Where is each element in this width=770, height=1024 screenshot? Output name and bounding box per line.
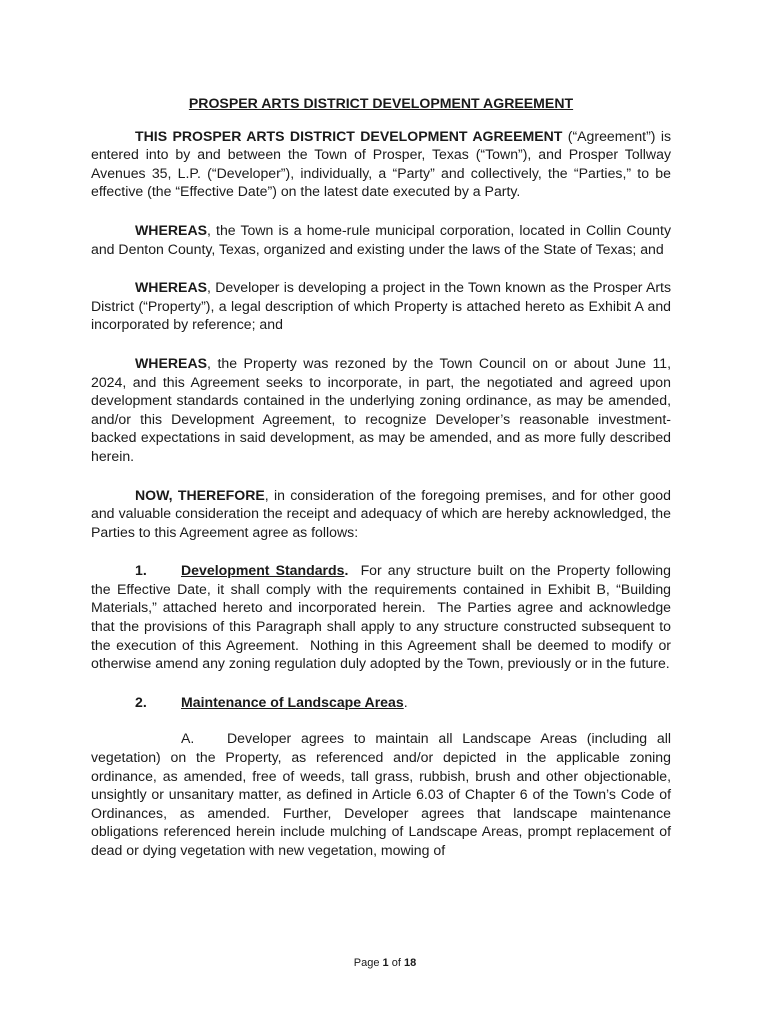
section-1-heading: Development Standards	[181, 562, 345, 579]
whereas-paragraph-3	[91, 354, 671, 466]
intro-lead: THIS PROSPER ARTS DISTRICT DEVELOPMENT AGREEMENT	[135, 127, 563, 144]
now-therefore-text: , in consideration of the foregoing premises, and for other good and valuable consideration the receipt and adequacy of which are hereby acknowledged, the Parties to this Agreement agree as follows:	[91, 486, 671, 540]
subsection-a-letter: A.	[181, 730, 195, 747]
section-1-heading-punct: .	[344, 562, 349, 579]
whereas-lead: WHEREAS	[135, 221, 208, 238]
now-therefore-paragraph	[91, 486, 671, 542]
section-1-text: For any structure built on the Property following the Effective Date, it shall comply with the requirements contained in Exhibit B, “Building Materials,” attached hereto and incorporated herein. The Parties agree and acknowledge that the provisions of this Paragraph shall apply to any structure constructed subsequent to the execution of this Agreement. Nothing in this Agreement shall be deemed to modify or otherwise amend any zoning regulation duly adopted by the Town, previously or in the future.	[91, 562, 675, 672]
whereas-text: , Developer is developing a project in the Town known as the Prosper Arts District (“Property”), a legal description of which Property is attached hereto as Exhibit A and incorporated by reference; and	[91, 279, 671, 333]
page-label: Page	[353, 957, 383, 969]
whereas-text: , the Town is a home-rule municipal corporation, located in Collin County and Denton County, Texas, organized and existing under the laws of the State of Texas; and	[91, 221, 671, 257]
section-1	[91, 561, 675, 673]
intro-text: (“Agreement”) is entered into by and between the Town of Prosper, Texas (“Town”), and Prosper Tollway Avenues 35, L.P. (“Developer”), individually, a “Party” and collectively, the “Parties,” to be effective (the “Effective Date”) on the latest date executed by a Party.	[91, 127, 671, 200]
whereas-text: , the Property was rezoned by the Town Council on or about June 11, 2024, and this Agreement seeks to incorporate, in part, the negotiated and agreed upon development standards contained in the underlying zoning ordinance, as may be amended, and/or this Development Agreement, to recognize Developer’s reasonable investment-backed expectations in said development, as may be amended, and as more fully described herein.	[91, 354, 671, 464]
document-title: PROSPER ARTS DISTRICT DEVELOPMENT AGREEMENT	[188, 95, 574, 111]
section-2-number: 2.	[135, 693, 147, 710]
section-2-heading-line	[91, 693, 671, 712]
whereas-paragraph-2	[91, 278, 671, 334]
section-2-heading-punct: .	[403, 693, 408, 710]
section-1-number: 1.	[135, 562, 147, 579]
page-total: 18	[403, 957, 417, 969]
intro-paragraph	[91, 127, 671, 201]
whereas-lead: WHEREAS	[135, 354, 208, 371]
now-therefore-lead: NOW, THEREFORE	[135, 486, 265, 503]
page-current: 1	[382, 957, 389, 969]
section-2-subsection-a	[91, 729, 671, 859]
document-body	[91, 94, 675, 880]
whereas-lead: WHEREAS	[135, 279, 208, 296]
page-footer	[0, 957, 770, 969]
subsection-a-text: Developer agrees to maintain all Landscape Areas (including all vegetation) on the Property, as referenced and/or depicted in the applicable zoning ordinance, as amended, free of weeds, tall grass, rubbish, brush and other objectionable, unsightly or unsanitary matter, as defined in Article 6.03 of Chapter 6 of the Town’s Code of Ordinances, as amended. Further, Developer agrees that landscape maintenance obligations referenced herein include mulching of Landscape Areas, prompt replacement of dead or dying vegetation with new vegetation, mowing of	[91, 730, 671, 858]
whereas-paragraph-1	[91, 221, 671, 258]
page-of: of	[388, 957, 404, 969]
section-2-heading: Maintenance of Landscape Areas	[181, 693, 404, 710]
